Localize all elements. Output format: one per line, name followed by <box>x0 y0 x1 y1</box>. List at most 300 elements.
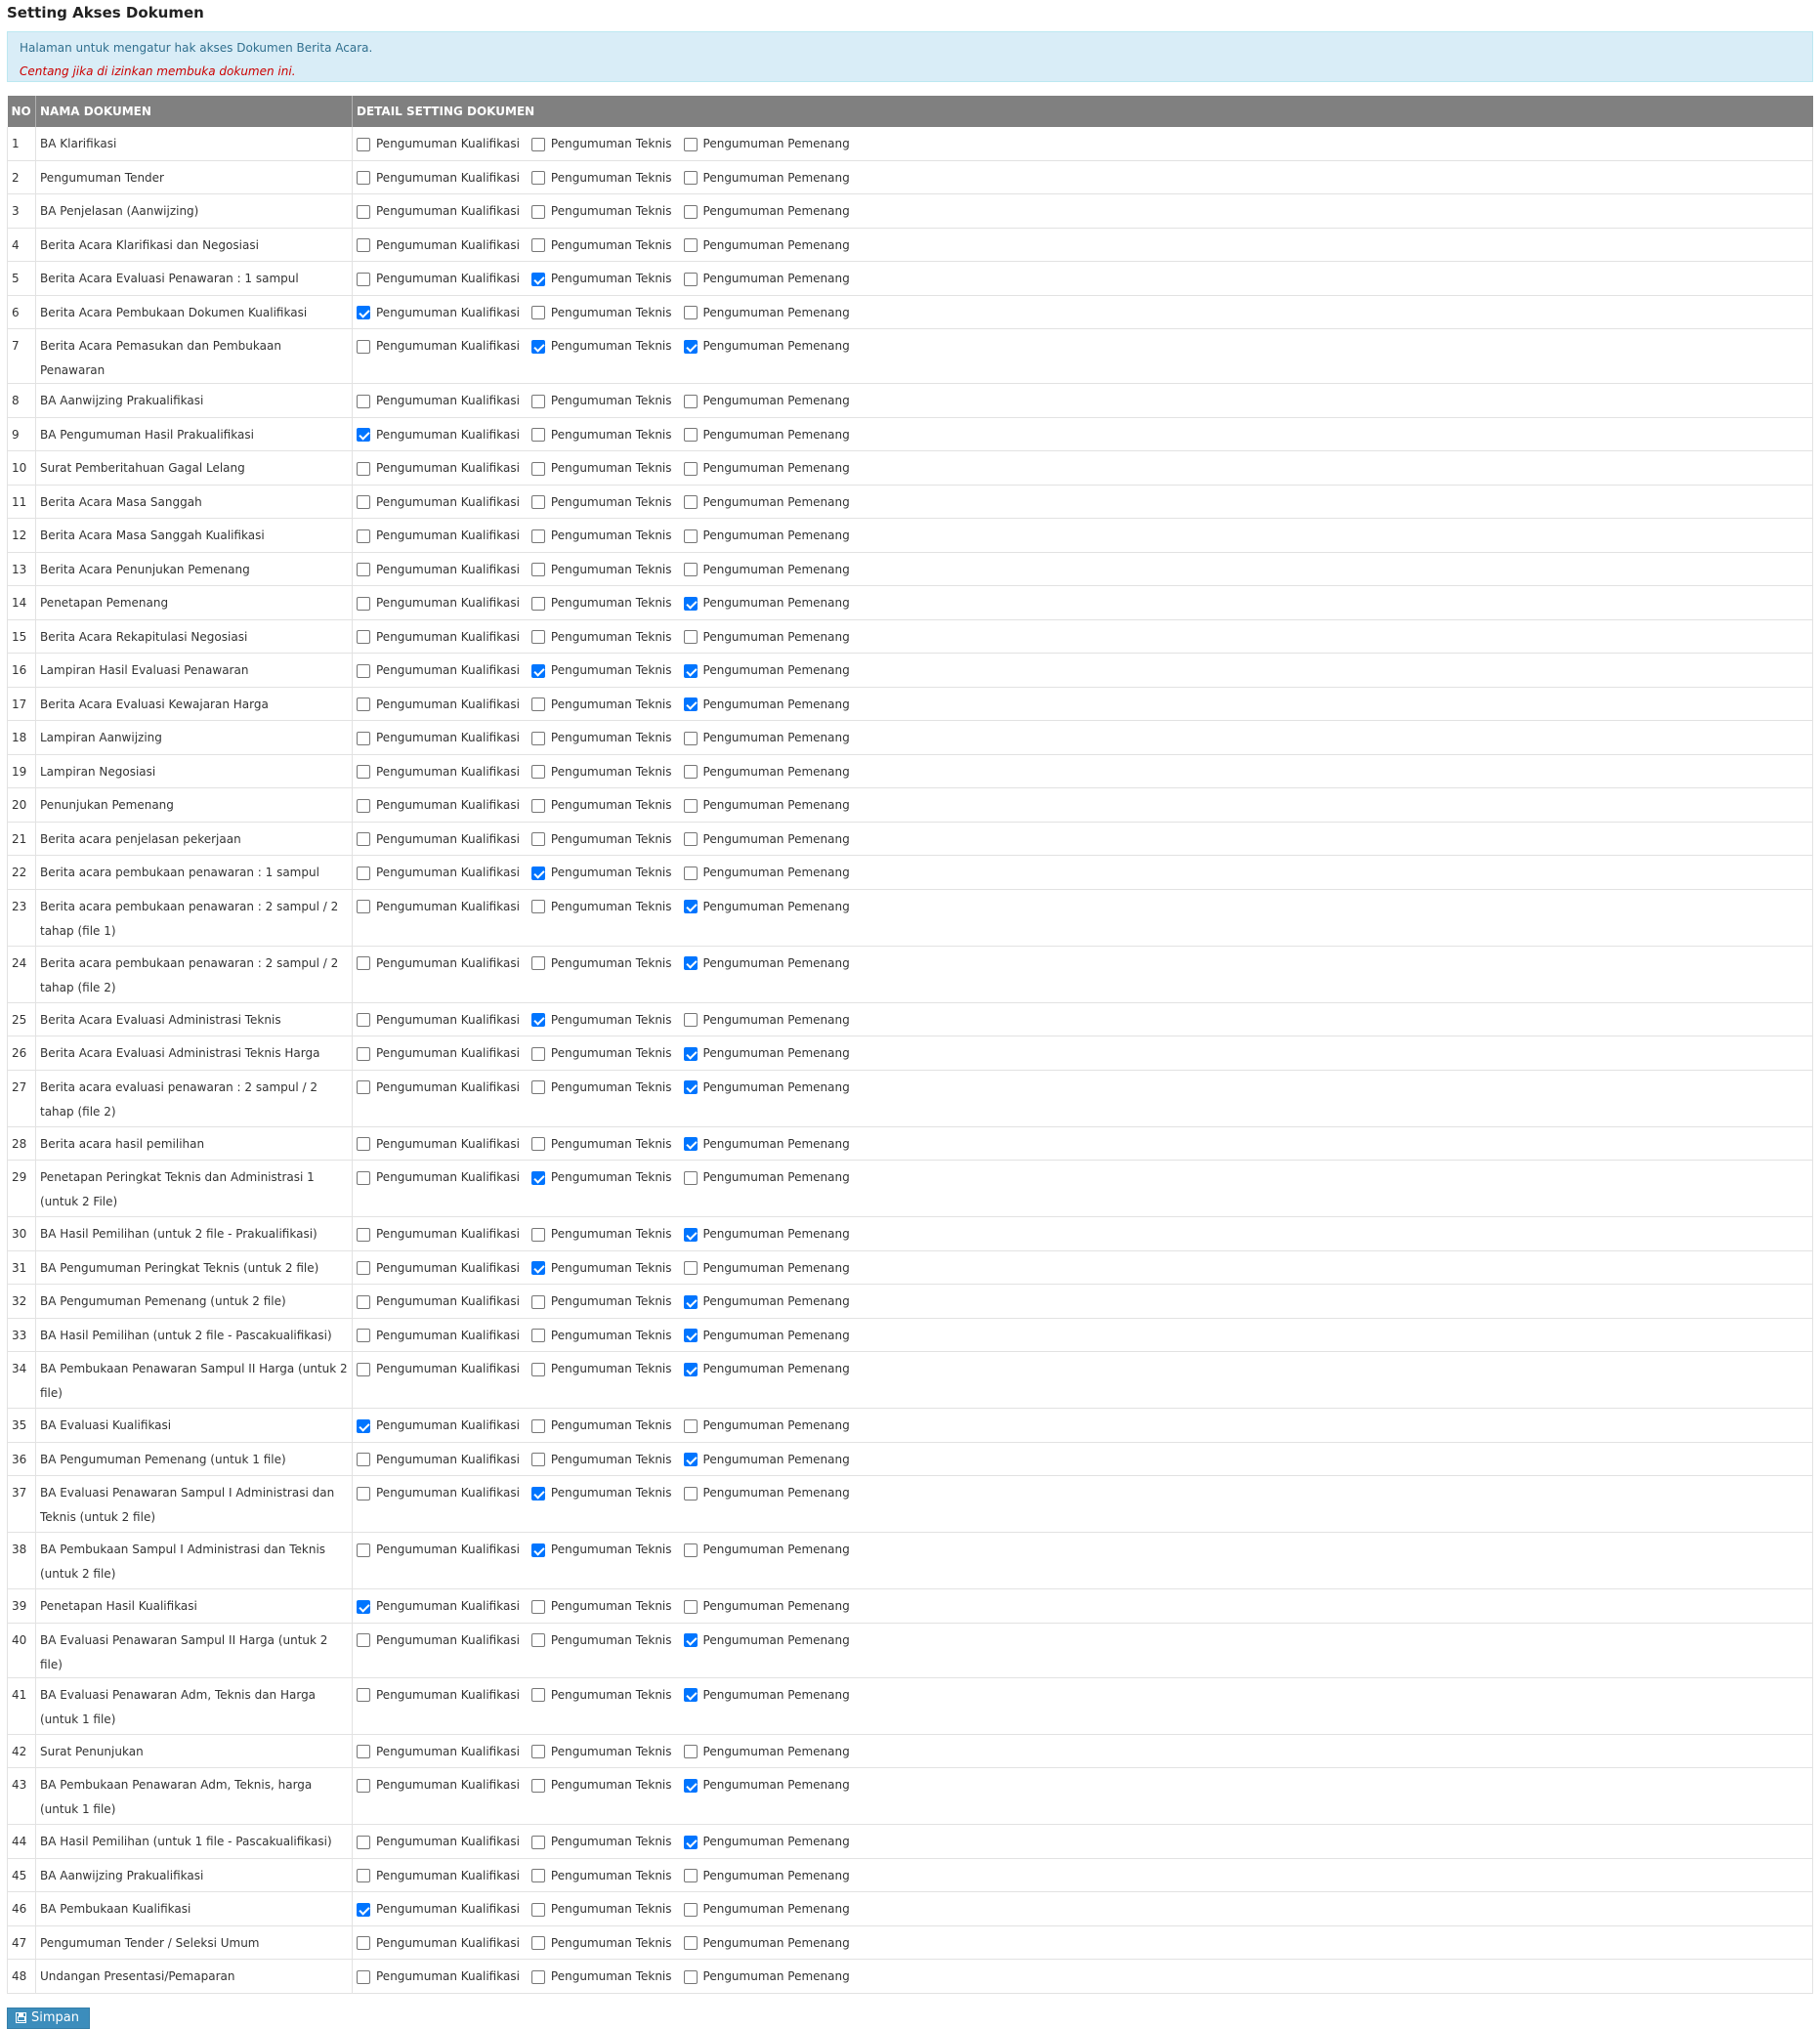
option-pengumuman-pemenang[interactable] <box>684 1481 850 1505</box>
option-pengumuman-kualifikasi[interactable] <box>357 1357 520 1381</box>
checkbox-pengumuman-teknis[interactable] <box>531 1295 545 1309</box>
checkbox-pengumuman-teknis[interactable] <box>531 832 545 846</box>
option-pengumuman-kualifikasi[interactable] <box>357 895 520 919</box>
option-pengumuman-pemenang[interactable] <box>684 267 850 291</box>
checkbox-pengumuman-teknis[interactable] <box>531 171 545 185</box>
checkbox-pengumuman-teknis[interactable] <box>531 1363 545 1376</box>
option-pengumuman-kualifikasi[interactable] <box>357 1289 520 1314</box>
checkbox-pengumuman-kualifikasi[interactable] <box>357 1419 370 1433</box>
option-pengumuman-kualifikasi[interactable] <box>357 233 520 258</box>
option-pengumuman-pemenang[interactable] <box>684 558 850 582</box>
checkbox-pengumuman-kualifikasi[interactable] <box>357 1171 370 1185</box>
option-pengumuman-kualifikasi[interactable] <box>357 132 520 156</box>
checkbox-pengumuman-teknis[interactable] <box>531 867 545 880</box>
option-pengumuman-teknis[interactable] <box>531 233 672 258</box>
checkbox-pengumuman-pemenang[interactable] <box>684 1137 698 1151</box>
checkbox-pengumuman-teknis[interactable] <box>531 1970 545 1984</box>
option-pengumuman-teknis[interactable] <box>531 1864 672 1888</box>
checkbox-pengumuman-teknis[interactable] <box>531 1080 545 1094</box>
checkbox-pengumuman-kualifikasi[interactable] <box>357 1013 370 1027</box>
checkbox-pengumuman-kualifikasi[interactable] <box>357 1600 370 1614</box>
checkbox-pengumuman-pemenang[interactable] <box>684 1295 698 1309</box>
option-pengumuman-teknis[interactable] <box>531 1414 672 1438</box>
checkbox-pengumuman-pemenang[interactable] <box>684 1261 698 1275</box>
option-pengumuman-pemenang[interactable] <box>684 1008 850 1033</box>
checkbox-pengumuman-pemenang[interactable] <box>684 1329 698 1342</box>
option-pengumuman-pemenang[interactable] <box>684 861 850 885</box>
option-pengumuman-kualifikasi[interactable] <box>357 1594 520 1619</box>
checkbox-pengumuman-pemenang[interactable] <box>684 867 698 880</box>
option-label: Pengumuman Pemenang <box>702 1543 850 1556</box>
checkbox-pengumuman-kualifikasi[interactable] <box>357 462 370 476</box>
table-row <box>8 1250 1813 1285</box>
option-pengumuman-pemenang[interactable] <box>684 334 850 359</box>
option-pengumuman-teknis[interactable] <box>531 1897 672 1922</box>
checkbox-pengumuman-kualifikasi[interactable] <box>357 1869 370 1882</box>
checkbox-pengumuman-teknis[interactable] <box>531 395 545 408</box>
option-pengumuman-pemenang[interactable] <box>684 199 850 224</box>
checkbox-pengumuman-pemenang[interactable] <box>684 1487 698 1501</box>
option-pengumuman-teknis[interactable] <box>531 1740 672 1764</box>
checkbox-pengumuman-pemenang[interactable] <box>684 1013 698 1027</box>
option-pengumuman-teknis[interactable] <box>531 1041 672 1066</box>
option-pengumuman-kualifikasi[interactable] <box>357 1740 520 1764</box>
checkbox-pengumuman-pemenang[interactable] <box>684 171 698 185</box>
checkbox-pengumuman-teknis[interactable] <box>531 1688 545 1702</box>
option-pengumuman-pemenang[interactable] <box>684 1864 850 1888</box>
checkbox-pengumuman-pemenang[interactable] <box>684 1080 698 1094</box>
checkbox-pengumuman-kualifikasi[interactable] <box>357 1363 370 1376</box>
option-pengumuman-pemenang[interactable] <box>684 1132 850 1157</box>
checkbox-pengumuman-kualifikasi[interactable] <box>357 1453 370 1466</box>
option-pengumuman-pemenang[interactable] <box>684 233 850 258</box>
option-pengumuman-pemenang[interactable] <box>684 1448 850 1472</box>
checkbox-pengumuman-pemenang[interactable] <box>684 340 698 354</box>
option-pengumuman-teknis[interactable] <box>531 1448 672 1472</box>
checkbox-pengumuman-teknis[interactable] <box>531 1047 545 1061</box>
save-button[interactable] <box>7 2008 90 2029</box>
option-pengumuman-pemenang[interactable] <box>684 1830 850 1854</box>
option-pengumuman-pemenang[interactable] <box>684 1897 850 1922</box>
option-pengumuman-kualifikasi[interactable] <box>357 166 520 190</box>
checkbox-pengumuman-pemenang[interactable] <box>684 238 698 252</box>
checkbox-pengumuman-teknis[interactable] <box>531 1329 545 1342</box>
option-pengumuman-kualifikasi[interactable] <box>357 1041 520 1066</box>
checkbox-pengumuman-teknis[interactable] <box>531 1869 545 1882</box>
checkbox-pengumuman-kualifikasi[interactable] <box>357 1047 370 1061</box>
option-pengumuman-kualifikasi[interactable] <box>357 490 520 515</box>
option-pengumuman-kualifikasi[interactable] <box>357 267 520 291</box>
option-pengumuman-teknis[interactable] <box>531 951 672 976</box>
option-pengumuman-pemenang[interactable] <box>684 1041 850 1066</box>
checkbox-pengumuman-pemenang[interactable] <box>684 1228 698 1242</box>
checkbox-pengumuman-pemenang[interactable] <box>684 1171 698 1185</box>
option-pengumuman-kualifikasi[interactable] <box>357 1931 520 1956</box>
checkbox-pengumuman-teknis[interactable] <box>531 1137 545 1151</box>
option-pengumuman-kualifikasi[interactable] <box>357 1324 520 1348</box>
checkbox-pengumuman-kualifikasi[interactable] <box>357 340 370 354</box>
option-pengumuman-teknis[interactable] <box>531 199 672 224</box>
option-pengumuman-pemenang[interactable] <box>684 625 850 650</box>
option-pengumuman-teknis[interactable] <box>531 1008 672 1033</box>
option-pengumuman-kualifikasi[interactable] <box>357 760 520 784</box>
option-pengumuman-teknis[interactable] <box>531 760 672 784</box>
option-pengumuman-teknis[interactable] <box>531 1222 672 1247</box>
checkbox-pengumuman-teknis[interactable] <box>531 597 545 611</box>
option-pengumuman-pemenang[interactable] <box>684 423 850 447</box>
option-pengumuman-teknis[interactable] <box>531 1594 672 1619</box>
checkbox-pengumuman-kualifikasi[interactable] <box>357 495 370 509</box>
checkbox-pengumuman-teknis[interactable] <box>531 138 545 151</box>
checkbox-pengumuman-kualifikasi[interactable] <box>357 428 370 442</box>
checkbox-pengumuman-pemenang[interactable] <box>684 1936 698 1950</box>
checkbox-pengumuman-teknis[interactable] <box>531 799 545 813</box>
option-pengumuman-kualifikasi[interactable] <box>357 389 520 413</box>
checkbox-pengumuman-teknis[interactable] <box>531 1453 545 1466</box>
checkbox-pengumuman-kualifikasi[interactable] <box>357 900 370 913</box>
checkbox-pengumuman-pemenang[interactable] <box>684 1779 698 1793</box>
checkbox-pengumuman-pemenang[interactable] <box>684 1903 698 1917</box>
checkbox-pengumuman-pemenang[interactable] <box>684 563 698 576</box>
option-pengumuman-teknis[interactable] <box>531 1628 672 1653</box>
checkbox-pengumuman-pemenang[interactable] <box>684 138 698 151</box>
checkbox-pengumuman-teknis[interactable] <box>531 664 545 678</box>
option-pengumuman-teknis[interactable] <box>531 591 672 615</box>
option-pengumuman-kualifikasi[interactable] <box>357 1897 520 1922</box>
option-pengumuman-kualifikasi[interactable] <box>357 1008 520 1033</box>
option-pengumuman-teknis[interactable] <box>531 693 672 717</box>
option-pengumuman-kualifikasi[interactable] <box>357 1076 520 1100</box>
option-pengumuman-kualifikasi[interactable] <box>357 793 520 818</box>
checkbox-pengumuman-kualifikasi[interactable] <box>357 799 370 813</box>
option-pengumuman-pemenang[interactable] <box>684 1357 850 1381</box>
option-pengumuman-teknis[interactable] <box>531 132 672 156</box>
checkbox-pengumuman-pemenang[interactable] <box>684 1970 698 1984</box>
option-pengumuman-kualifikasi[interactable] <box>357 1481 520 1505</box>
option-pengumuman-pemenang[interactable] <box>684 490 850 515</box>
option-pengumuman-kualifikasi[interactable] <box>357 199 520 224</box>
option-pengumuman-teknis[interactable] <box>531 1256 672 1281</box>
checkbox-pengumuman-pemenang[interactable] <box>684 832 698 846</box>
option-pengumuman-pemenang[interactable] <box>684 1773 850 1797</box>
option-pengumuman-kualifikasi[interactable] <box>357 1773 520 1797</box>
checkbox-pengumuman-pemenang[interactable] <box>684 765 698 779</box>
option-pengumuman-kualifikasi[interactable] <box>357 1628 520 1653</box>
option-pengumuman-pemenang[interactable] <box>684 1414 850 1438</box>
option-pengumuman-pemenang[interactable] <box>684 166 850 190</box>
option-pengumuman-kualifikasi[interactable] <box>357 658 520 683</box>
checkbox-pengumuman-pemenang[interactable] <box>684 900 698 913</box>
option-pengumuman-teknis[interactable] <box>531 658 672 683</box>
option-pengumuman-teknis[interactable] <box>531 1324 672 1348</box>
checkbox-pengumuman-pemenang[interactable] <box>684 732 698 745</box>
option-pengumuman-kualifikasi[interactable] <box>357 558 520 582</box>
checkbox-pengumuman-kualifikasi[interactable] <box>357 732 370 745</box>
checkbox-pengumuman-teknis[interactable] <box>531 900 545 913</box>
checkbox-pengumuman-pemenang[interactable] <box>684 1047 698 1061</box>
option-pengumuman-pemenang[interactable] <box>684 1628 850 1653</box>
checkbox-pengumuman-pemenang[interactable] <box>684 597 698 611</box>
option-pengumuman-teknis[interactable] <box>531 524 672 548</box>
checkbox-pengumuman-teknis[interactable] <box>531 1261 545 1275</box>
option-pengumuman-kualifikasi[interactable] <box>357 1256 520 1281</box>
checkbox-pengumuman-pemenang[interactable] <box>684 529 698 543</box>
checkbox-pengumuman-teknis[interactable] <box>531 273 545 286</box>
option-pengumuman-pemenang[interactable] <box>684 524 850 548</box>
option-pengumuman-teknis[interactable] <box>531 389 672 413</box>
option-pengumuman-teknis[interactable] <box>531 423 672 447</box>
checkbox-pengumuman-pemenang[interactable] <box>684 428 698 442</box>
checkbox-pengumuman-kualifikasi[interactable] <box>357 1936 370 1950</box>
option-pengumuman-kualifikasi[interactable] <box>357 1538 520 1562</box>
checkbox-pengumuman-pemenang[interactable] <box>684 1869 698 1882</box>
option-pengumuman-pemenang[interactable] <box>684 389 850 413</box>
checkbox-pengumuman-teknis[interactable] <box>531 1543 545 1557</box>
option-pengumuman-kualifikasi[interactable] <box>357 951 520 976</box>
option-pengumuman-kualifikasi[interactable] <box>357 1165 520 1190</box>
checkbox-pengumuman-pemenang[interactable] <box>684 395 698 408</box>
checkbox-pengumuman-teknis[interactable] <box>531 205 545 219</box>
document-name: Lampiran Negosiasi <box>36 754 353 788</box>
option-pengumuman-teknis[interactable] <box>531 1289 672 1314</box>
option-pengumuman-kualifikasi[interactable] <box>357 524 520 548</box>
option-pengumuman-pemenang[interactable] <box>684 1538 850 1562</box>
option-label: Pengumuman Pemenang <box>702 305 850 319</box>
checkbox-pengumuman-kualifikasi[interactable] <box>357 630 370 644</box>
option-pengumuman-pemenang[interactable] <box>684 1683 850 1708</box>
checkbox-pengumuman-kualifikasi[interactable] <box>357 1836 370 1849</box>
option-pengumuman-pemenang[interactable] <box>684 1256 850 1281</box>
option-pengumuman-pemenang[interactable] <box>684 1076 850 1100</box>
option-pengumuman-teknis[interactable] <box>531 1965 672 1989</box>
checkbox-pengumuman-pemenang[interactable] <box>684 630 698 644</box>
checkbox-pengumuman-kualifikasi[interactable] <box>357 563 370 576</box>
checkbox-pengumuman-kualifikasi[interactable] <box>357 697 370 711</box>
checkbox-pengumuman-teknis[interactable] <box>531 1487 545 1501</box>
checkbox-pengumuman-kualifikasi[interactable] <box>357 1779 370 1793</box>
option-pengumuman-teknis[interactable] <box>531 334 672 359</box>
option-pengumuman-kualifikasi[interactable] <box>357 423 520 447</box>
option-pengumuman-teknis[interactable] <box>531 1076 672 1100</box>
checkbox-pengumuman-teknis[interactable] <box>531 238 545 252</box>
option-pengumuman-teknis[interactable] <box>531 1683 672 1708</box>
checkbox-pengumuman-teknis[interactable] <box>531 765 545 779</box>
checkbox-pengumuman-kualifikasi[interactable] <box>357 832 370 846</box>
option-pengumuman-pemenang[interactable] <box>684 693 850 717</box>
option-pengumuman-teknis[interactable] <box>531 166 672 190</box>
checkbox-pengumuman-pemenang[interactable] <box>684 1419 698 1433</box>
checkbox-pengumuman-kualifikasi[interactable] <box>357 1633 370 1647</box>
checkbox-pengumuman-teknis[interactable] <box>531 563 545 576</box>
option-pengumuman-pemenang[interactable] <box>684 1165 850 1190</box>
checkbox-pengumuman-kualifikasi[interactable] <box>357 956 370 970</box>
option-pengumuman-pemenang[interactable] <box>684 1594 850 1619</box>
document-name: Surat Penunjukan <box>36 1734 353 1768</box>
option-pengumuman-teknis[interactable] <box>531 1481 672 1505</box>
option-pengumuman-kualifikasi[interactable] <box>357 1448 520 1472</box>
option-pengumuman-pemenang[interactable] <box>684 1931 850 1956</box>
checkbox-pengumuman-pemenang[interactable] <box>684 664 698 678</box>
detail-setting-cell <box>353 194 1813 229</box>
option-pengumuman-teknis[interactable] <box>531 1357 672 1381</box>
checkbox-pengumuman-teknis[interactable] <box>531 1228 545 1242</box>
checkbox-pengumuman-teknis[interactable] <box>531 732 545 745</box>
option-pengumuman-pemenang[interactable] <box>684 132 850 156</box>
checkbox-pengumuman-kualifikasi[interactable] <box>357 1487 370 1501</box>
checkbox-pengumuman-teknis[interactable] <box>531 1745 545 1758</box>
checkbox-pengumuman-pemenang[interactable] <box>684 697 698 711</box>
option-label: Pengumuman Teknis <box>550 1935 672 1950</box>
checkbox-pengumuman-kualifikasi[interactable] <box>357 1137 370 1151</box>
option-pengumuman-teknis[interactable] <box>531 301 672 325</box>
checkbox-pengumuman-kualifikasi[interactable] <box>357 1688 370 1702</box>
detail-setting-cell <box>353 856 1813 890</box>
option-pengumuman-teknis[interactable] <box>531 267 672 291</box>
checkbox-pengumuman-pemenang[interactable] <box>684 495 698 509</box>
checkbox-pengumuman-kualifikasi[interactable] <box>357 395 370 408</box>
checkbox-pengumuman-teknis[interactable] <box>531 1903 545 1917</box>
option-pengumuman-pemenang[interactable] <box>684 591 850 615</box>
option-pengumuman-kualifikasi[interactable] <box>357 861 520 885</box>
checkbox-pengumuman-teknis[interactable] <box>531 340 545 354</box>
checkbox-pengumuman-teknis[interactable] <box>531 428 545 442</box>
option-pengumuman-teknis[interactable] <box>531 793 672 818</box>
checkbox-pengumuman-pemenang[interactable] <box>684 956 698 970</box>
option-pengumuman-teknis[interactable] <box>531 1830 672 1854</box>
option-pengumuman-pemenang[interactable] <box>684 1324 850 1348</box>
option-pengumuman-pemenang[interactable] <box>684 301 850 325</box>
checkbox-pengumuman-teknis[interactable] <box>531 697 545 711</box>
option-pengumuman-kualifikasi[interactable] <box>357 1864 520 1888</box>
option-pengumuman-pemenang[interactable] <box>684 827 850 852</box>
checkbox-pengumuman-teknis[interactable] <box>531 1013 545 1027</box>
checkbox-pengumuman-teknis[interactable] <box>531 1633 545 1647</box>
checkbox-pengumuman-kualifikasi[interactable] <box>357 171 370 185</box>
option-pengumuman-kualifikasi[interactable] <box>357 693 520 717</box>
option-pengumuman-teknis[interactable] <box>531 1132 672 1157</box>
checkbox-pengumuman-pemenang[interactable] <box>684 462 698 476</box>
option-pengumuman-pemenang[interactable] <box>684 1289 850 1314</box>
option-pengumuman-teknis[interactable] <box>531 1773 672 1797</box>
option-pengumuman-pemenang[interactable] <box>684 1222 850 1247</box>
checkbox-pengumuman-teknis[interactable] <box>531 495 545 509</box>
option-pengumuman-kualifikasi[interactable] <box>357 334 520 359</box>
option-pengumuman-kualifikasi[interactable] <box>357 1830 520 1854</box>
checkbox-pengumuman-kualifikasi[interactable] <box>357 205 370 219</box>
checkbox-pengumuman-kualifikasi[interactable] <box>357 238 370 252</box>
checkbox-pengumuman-kualifikasi[interactable] <box>357 664 370 678</box>
checkbox-pengumuman-teknis[interactable] <box>531 1936 545 1950</box>
checkbox-pengumuman-kualifikasi[interactable] <box>357 867 370 880</box>
checkbox-pengumuman-kualifikasi[interactable] <box>357 1543 370 1557</box>
checkbox-pengumuman-teknis[interactable] <box>531 306 545 319</box>
checkbox-pengumuman-kualifikasi[interactable] <box>357 1970 370 1984</box>
option-pengumuman-kualifikasi[interactable] <box>357 591 520 615</box>
checkbox-pengumuman-kualifikasi[interactable] <box>357 1745 370 1758</box>
option-pengumuman-pemenang[interactable] <box>684 1965 850 1989</box>
checkbox-pengumuman-teknis[interactable] <box>531 529 545 543</box>
checkbox-pengumuman-pemenang[interactable] <box>684 1600 698 1614</box>
checkbox-pengumuman-kualifikasi[interactable] <box>357 597 370 611</box>
option-pengumuman-teknis[interactable] <box>531 625 672 650</box>
option-pengumuman-teknis[interactable] <box>531 1165 672 1190</box>
option-pengumuman-kualifikasi[interactable] <box>357 301 520 325</box>
checkbox-pengumuman-kualifikasi[interactable] <box>357 273 370 286</box>
option-pengumuman-pemenang[interactable] <box>684 726 850 750</box>
option-pengumuman-kualifikasi[interactable] <box>357 625 520 650</box>
checkbox-pengumuman-teknis[interactable] <box>531 1779 545 1793</box>
option-label: Pengumuman Kualifikasi <box>376 1632 520 1647</box>
checkbox-pengumuman-pemenang[interactable] <box>684 1453 698 1466</box>
checkbox-pengumuman-pemenang[interactable] <box>684 1633 698 1647</box>
checkbox-pengumuman-pemenang[interactable] <box>684 799 698 813</box>
checkbox-pengumuman-teknis[interactable] <box>531 1600 545 1614</box>
checkbox-pengumuman-kualifikasi[interactable] <box>357 765 370 779</box>
option-pengumuman-kualifikasi[interactable] <box>357 456 520 481</box>
checkbox-pengumuman-kualifikasi[interactable] <box>357 138 370 151</box>
checkbox-pengumuman-teknis[interactable] <box>531 1419 545 1433</box>
checkbox-pengumuman-kualifikasi[interactable] <box>357 1903 370 1917</box>
checkbox-pengumuman-pemenang[interactable] <box>684 1363 698 1376</box>
option-pengumuman-pemenang[interactable] <box>684 1740 850 1764</box>
option-pengumuman-kualifikasi[interactable] <box>357 726 520 750</box>
checkbox-pengumuman-pemenang[interactable] <box>684 1836 698 1849</box>
row-number: 41 <box>8 1677 36 1734</box>
checkbox-pengumuman-teknis[interactable] <box>531 462 545 476</box>
option-pengumuman-teknis[interactable] <box>531 558 672 582</box>
option-pengumuman-pemenang[interactable] <box>684 895 850 919</box>
checkbox-pengumuman-kualifikasi[interactable] <box>357 1329 370 1342</box>
checkbox-pengumuman-teknis[interactable] <box>531 630 545 644</box>
checkbox-pengumuman-pemenang[interactable] <box>684 1745 698 1758</box>
option-pengumuman-pemenang[interactable] <box>684 456 850 481</box>
checkbox-pengumuman-teknis[interactable] <box>531 1171 545 1185</box>
checkbox-pengumuman-kualifikasi[interactable] <box>357 1228 370 1242</box>
table-row <box>8 1036 1813 1071</box>
checkbox-pengumuman-pemenang[interactable] <box>684 273 698 286</box>
checkbox-pengumuman-kualifikasi[interactable] <box>357 1080 370 1094</box>
checkbox-pengumuman-pemenang[interactable] <box>684 1688 698 1702</box>
checkbox-pengumuman-teknis[interactable] <box>531 956 545 970</box>
option-pengumuman-teknis[interactable] <box>531 1931 672 1956</box>
checkbox-pengumuman-pemenang[interactable] <box>684 306 698 319</box>
option-pengumuman-teknis[interactable] <box>531 827 672 852</box>
checkbox-pengumuman-pemenang[interactable] <box>684 1543 698 1557</box>
option-pengumuman-teknis[interactable] <box>531 456 672 481</box>
option-pengumuman-pemenang[interactable] <box>684 793 850 818</box>
option-pengumuman-teknis[interactable] <box>531 895 672 919</box>
checkbox-pengumuman-kualifikasi[interactable] <box>357 1295 370 1309</box>
option-pengumuman-pemenang[interactable] <box>684 658 850 683</box>
option-pengumuman-teknis[interactable] <box>531 861 672 885</box>
option-pengumuman-kualifikasi[interactable] <box>357 1683 520 1708</box>
checkbox-pengumuman-pemenang[interactable] <box>684 205 698 219</box>
checkbox-pengumuman-teknis[interactable] <box>531 1836 545 1849</box>
checkbox-pengumuman-kualifikasi[interactable] <box>357 529 370 543</box>
checkbox-pengumuman-kualifikasi[interactable] <box>357 1261 370 1275</box>
option-pengumuman-teknis[interactable] <box>531 490 672 515</box>
option-pengumuman-teknis[interactable] <box>531 726 672 750</box>
option-pengumuman-kualifikasi[interactable] <box>357 827 520 852</box>
option-pengumuman-pemenang[interactable] <box>684 951 850 976</box>
option-pengumuman-kualifikasi[interactable] <box>357 1965 520 1989</box>
option-pengumuman-kualifikasi[interactable] <box>357 1222 520 1247</box>
option-pengumuman-teknis[interactable] <box>531 1538 672 1562</box>
option-pengumuman-kualifikasi[interactable] <box>357 1414 520 1438</box>
option-pengumuman-kualifikasi[interactable] <box>357 1132 520 1157</box>
checkbox-pengumuman-kualifikasi[interactable] <box>357 306 370 319</box>
option-pengumuman-pemenang[interactable] <box>684 760 850 784</box>
